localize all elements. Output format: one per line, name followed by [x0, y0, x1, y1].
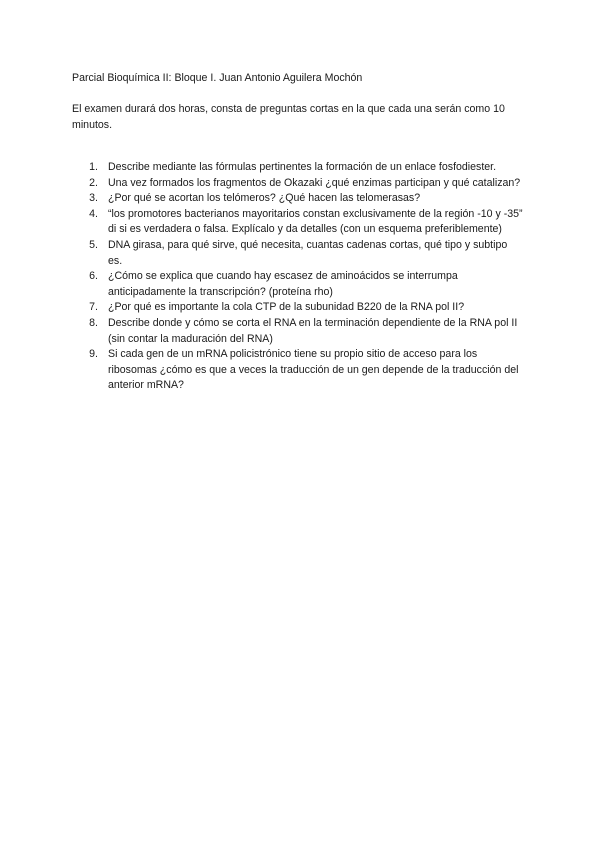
question-number: 1. [89, 161, 98, 173]
question-number: 6. [89, 270, 98, 283]
question-list [80, 160, 524, 394]
question-item [80, 160, 524, 176]
question-number: 9. [89, 348, 98, 361]
question-item [80, 191, 524, 207]
question-text: Si cada gen de un mRNA policistrónico tiene su propio sitio de acceso para los ribosomas ¿cómo es que a veces la traducción de un gen depende de la traducción del anterior mRNA? [108, 348, 519, 392]
question-text: DNA girasa, para qué sirve, qué necesita, cuantas cadenas cortas, qué tipo y subtipo es. [108, 238, 508, 267]
question-number: 2. [89, 176, 98, 189]
question-number: 4. [89, 207, 98, 220]
question-number: 3. [89, 192, 98, 205]
question-item [80, 207, 524, 238]
question-text: “los promotores bacterianos mayoritarios constan exclusivamente de la región -10 y -35” di si es verdadera o falsa. Explícalo y da detalles (con un esquema preferiblemente) [108, 207, 523, 236]
question-text: ¿Cómo se explica que cuando hay escasez de aminoácidos se interrumpa anticipadamente la transcripción? (proteína rho) [108, 270, 458, 298]
question-item [80, 300, 524, 316]
question-text: ¿Por qué es importante la cola CTP de la subunidad B220 de la RNA pol II? [108, 301, 465, 314]
question-item [80, 347, 524, 394]
exam-title: Parcial Bioquímica II: Bloque I. Juan Antonio Aguilera Mochón [72, 72, 363, 84]
question-number: 7. [89, 301, 98, 314]
question-item [80, 269, 524, 300]
question-text: Una vez formados los fragmentos de Okazaki ¿qué enzimas participan y qué catalizan? [108, 176, 521, 189]
question-item [80, 238, 524, 269]
exam-intro: El examen durará dos horas, consta de preguntas cortas en la que cada una serán como 10 minutos. [72, 103, 505, 131]
question-item [80, 176, 524, 192]
question-item [80, 316, 524, 347]
question-number: 8. [89, 316, 98, 329]
question-text: Describe donde y cómo se corta el RNA en la terminación dependiente de la RNA pol II (sin contar la maduración del RNA) [108, 316, 518, 345]
question-text: ¿Por qué se acortan los telómeros? ¿Qué hacen las telomerasas? [108, 192, 421, 205]
question-text: Describe mediante las fórmulas pertinentes la formación de un enlace fosfodiester. [108, 161, 497, 173]
question-number: 5. [89, 238, 98, 251]
